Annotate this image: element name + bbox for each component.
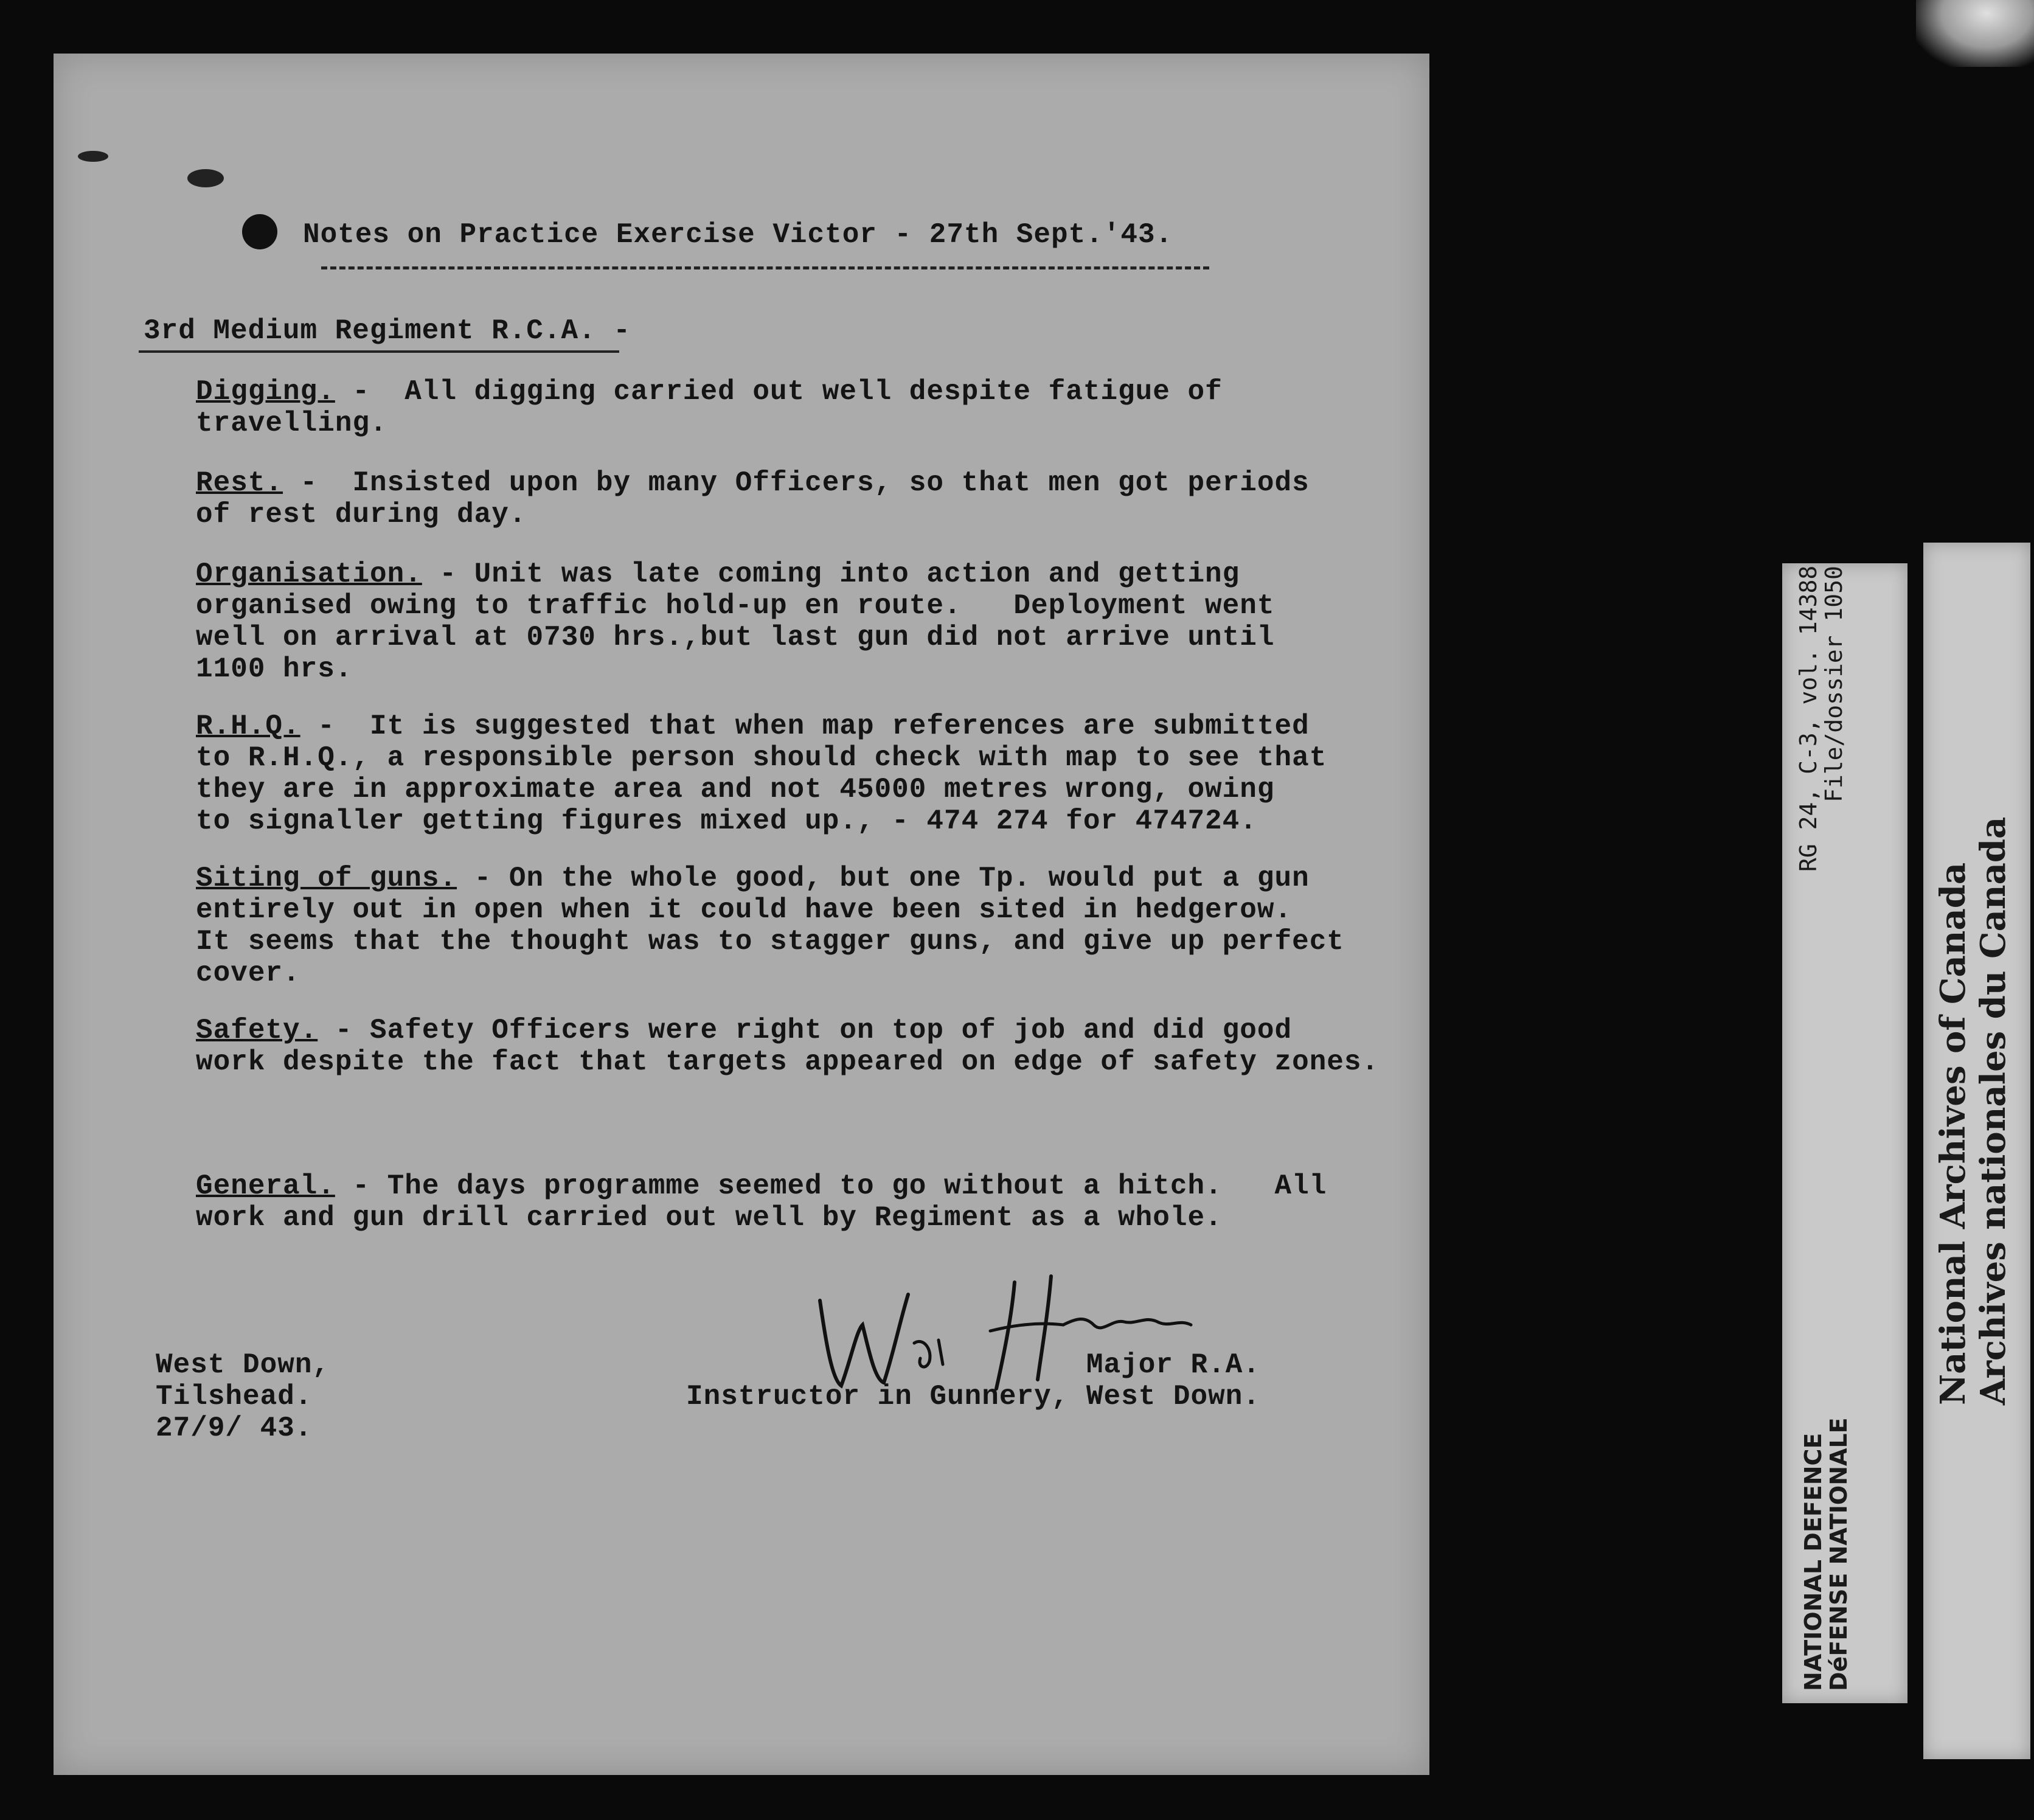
paragraph-line: to R.H.Q., a responsible person should check with map to see that (196, 742, 1327, 774)
reference-line: RG 24, C-3, vol. 14388 (1795, 566, 1822, 872)
paragraph-heading: Rest. (196, 467, 283, 499)
regiment-underline (139, 350, 619, 353)
paragraph-siting-of-guns (196, 863, 1344, 989)
document-title: Notes on Practice Exercise Victor - 27th Sept.'43. (303, 219, 1173, 251)
paragraph-line: - It is suggested that when map references are submitted (300, 710, 1310, 742)
paragraph-line: to signaller getting figures mixed up., - 474 274 for 474724. (196, 805, 1257, 837)
department-line: NATIONAL DEFENCE (1800, 1433, 1827, 1691)
paragraph-line: - Unit was late coming into action and getting (422, 558, 1240, 590)
place-line: Tilshead. (156, 1381, 313, 1412)
archive-reference (1796, 566, 1847, 1028)
reference-line: File/dossier 1050 (1821, 566, 1847, 802)
paragraph-rhq (196, 710, 1327, 837)
paragraph-line: entirely out in open when it could have been sited in hedgerow. (196, 894, 1293, 926)
ink-smudge (187, 169, 224, 187)
paragraph-heading: Organisation. (196, 558, 422, 590)
paragraph-heading: Digging. (196, 376, 335, 408)
paragraph-line: work and gun drill carried out well by Regiment as a whole. (196, 1202, 1223, 1234)
paragraph-line: 1100 hrs. (196, 653, 353, 685)
paragraph-organisation (196, 558, 1274, 685)
paragraph-rest (196, 467, 1310, 530)
camera-glare (1916, 0, 2034, 67)
paragraph-line: - Insisted upon by many Officers, so that men got periods (283, 467, 1310, 499)
paragraph-digging (196, 376, 1223, 439)
paragraph-line: - Safety Officers were right on top of job and did good (318, 1015, 1293, 1046)
department-line: DéFENSE NATIONALE (1825, 1417, 1852, 1691)
title-line: Instructor in Gunnery, West Down. (686, 1381, 1260, 1412)
paragraph-heading: General. (196, 1170, 335, 1202)
paragraph-safety (196, 1015, 1379, 1078)
paragraph-line: - The days programme seemed to go without a hitch. All (335, 1170, 1327, 1202)
place-line: West Down, (156, 1349, 330, 1381)
date-line: 27/9/ 43. (156, 1412, 313, 1444)
paragraph-line: of rest during day. (196, 499, 527, 530)
paragraph-line: cover. (196, 957, 300, 989)
ink-smudge (78, 151, 108, 162)
archives-line: Archives nationales du Canada (1973, 816, 2013, 1405)
signature-block (686, 1349, 1260, 1412)
paragraph-line: travelling. (196, 408, 387, 439)
regiment-heading: 3rd Medium Regiment R.C.A. - (144, 315, 631, 347)
paragraph-general (196, 1170, 1327, 1234)
punch-hole (242, 214, 277, 249)
paragraph-line: work despite the fact that targets appeared on edge of safety zones. (196, 1046, 1380, 1078)
paragraph-line: - All digging carried out well despite fatigue of (335, 376, 1223, 408)
rank-line: Major R.A. (1086, 1349, 1260, 1381)
paragraph-heading: Siting of guns. (196, 863, 457, 894)
paragraph-line: It seems that the thought was to stagger guns, and give up perfect (196, 926, 1344, 957)
paragraph-line: - On the whole good, but one Tp. would put a gun (457, 863, 1310, 894)
title-underline (321, 266, 1209, 269)
place-date-block (156, 1349, 330, 1444)
national-archives-text (1933, 816, 2013, 1405)
paragraph-line: well on arrival at 0730 hrs.,but last gun did not arrive until (196, 622, 1275, 653)
paragraph-heading: Safety. (196, 1015, 318, 1046)
department-label (1800, 1369, 1852, 1691)
paragraph-line: they are in approximate area and not 45000 metres wrong, owing (196, 774, 1275, 805)
paragraph-heading: R.H.Q. (196, 710, 300, 742)
paragraph-line: organised owing to traffic hold-up en route. Deployment went (196, 590, 1275, 622)
archives-line: National Archives of Canada (1933, 862, 1973, 1405)
document-page (54, 54, 1429, 1775)
